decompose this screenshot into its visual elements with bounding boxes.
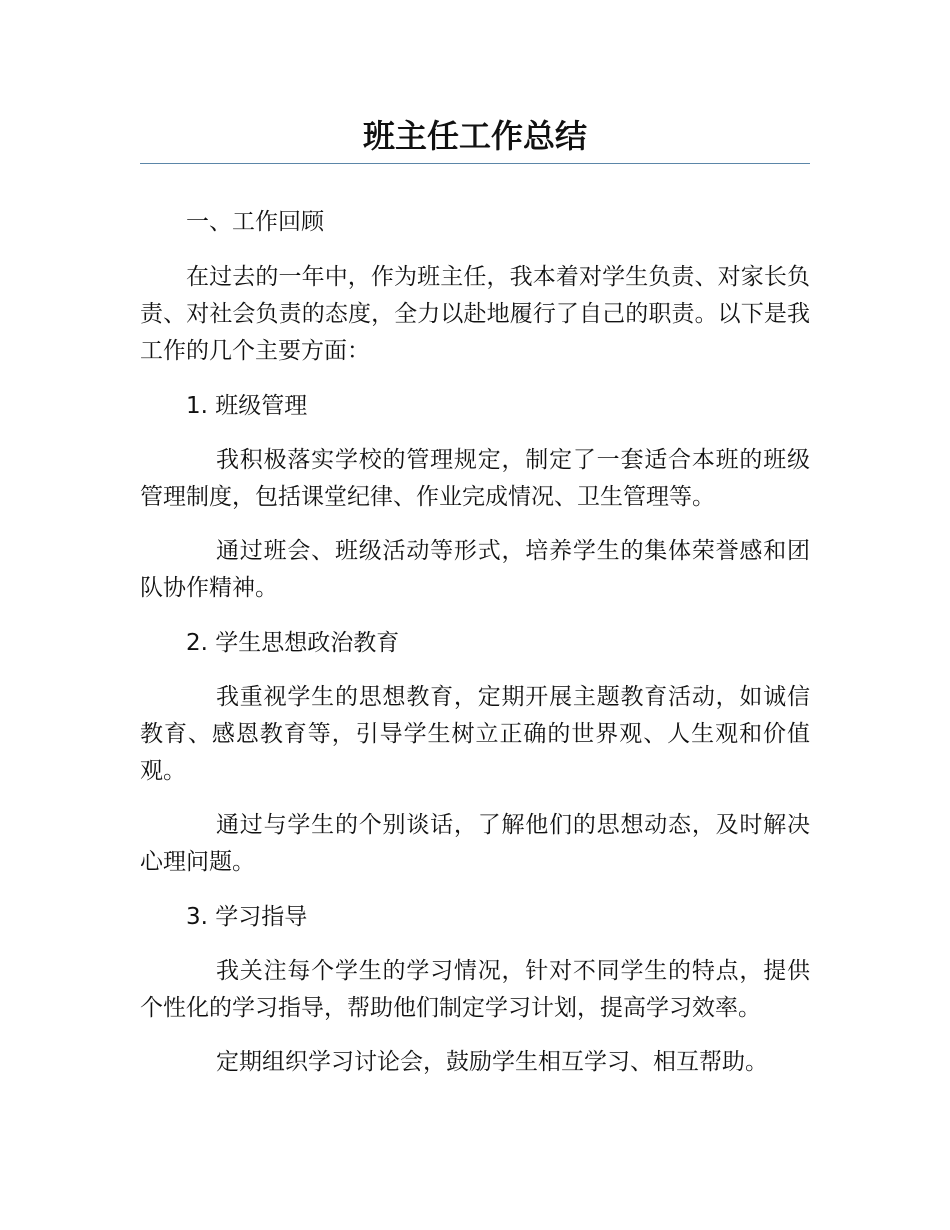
- item-heading-ideological-education: 2. 学生思想政治教育: [186, 630, 400, 656]
- title-underline: [140, 163, 810, 164]
- section-heading-review: 一、工作回顾: [186, 209, 324, 235]
- item-paragraph: 我重视学生的思想教育，定期开展主题教育活动，如诚信教育、感恩教育等，引导学生树立正确的世界观、人生观和价值观。: [140, 684, 810, 784]
- item-heading-class-management: 1. 班级管理: [186, 393, 308, 419]
- section-intro-paragraph: 在过去的一年中，作为班主任，我本着对学生负责、对家长负责、对社会负责的态度，全力以赴地履行了自己的职责。以下是我工作的几个主要方面：: [140, 264, 810, 364]
- item-paragraph: 我关注每个学生的学习情况，针对不同学生的特点，提供个性化的学习指导，帮助他们制定学习计划，提高学习效率。: [140, 958, 810, 1021]
- document-title: 班主任工作总结: [362, 117, 587, 155]
- item-heading-study-guidance: 3. 学习指导: [186, 904, 308, 930]
- item-paragraph: 通过班会、班级活动等形式，培养学生的集体荣誉感和团队协作精神。: [140, 538, 810, 601]
- item-paragraph: 通过与学生的个别谈话，了解他们的思想动态，及时解决心理问题。: [140, 812, 810, 875]
- item-paragraph: 定期组织学习讨论会，鼓励学生相互学习、相互帮助。: [216, 1049, 768, 1075]
- item-paragraph: 我积极落实学校的管理规定，制定了一套适合本班的班级管理制度，包括课堂纪律、作业完成情况、卫生管理等。: [140, 447, 810, 510]
- document-page: [140, 0, 810, 1081]
